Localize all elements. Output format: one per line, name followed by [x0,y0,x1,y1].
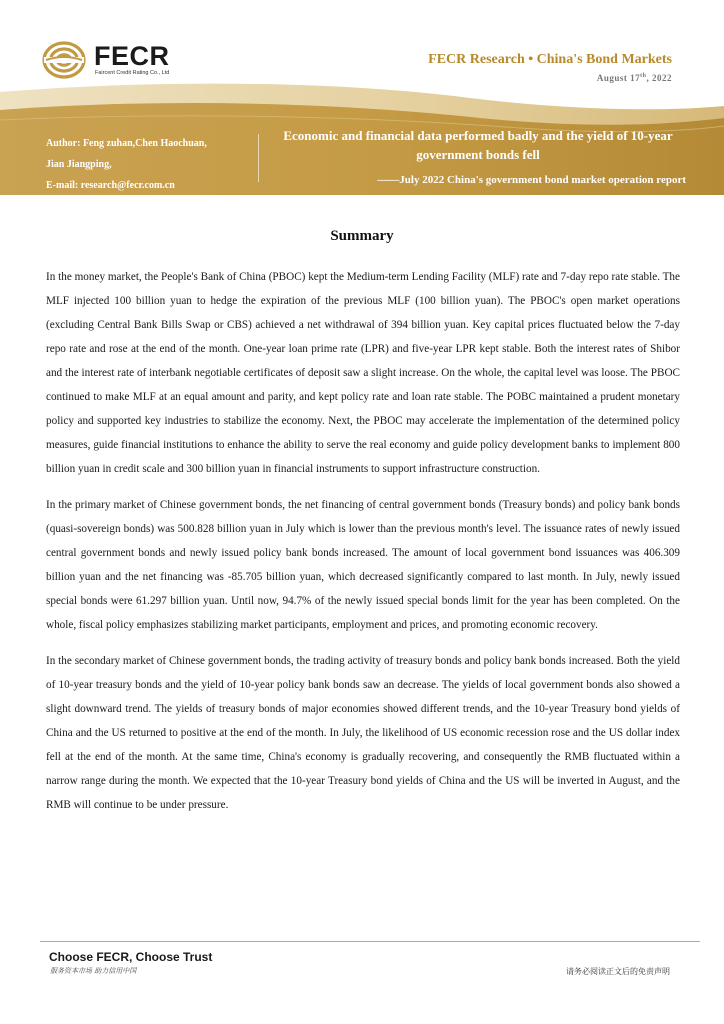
date-main: August 17 [596,73,641,83]
footer-slogan-cn: 服务资本市场 助力信用中国 [50,967,137,975]
author-line-1: Author: Feng zuhan,Chen Haochuan, [46,138,207,149]
summary-body [46,265,680,829]
author-block [46,133,256,196]
summary-paragraph-primary-market: In the primary market of Chinese government bonds, the net financing of central government bonds (Treasury bonds) and policy bank bonds (quasi-sovereign bonds) was 500.828 billion yuan in July which is lower than the previous month's level. The issuance rates of newly issued central government bonds and newly issued policy bank bonds increased. The amount of local government bond issuances was 406.309 billion yuan and the net financing was -85.705 billion yuan, which decreased significantly compared to last month. In July, newly issued special bonds were 61.297 billion yuan. Until now, 94.7% of the newly issued special bonds limit for the year has been completed. On the whole, fiscal policy emphasizes stabilizing market participants, employment and prices, and promoting economic recovery. [46,499,680,631]
date-suffix: th [640,73,647,79]
footer-disclaimer: 请务必阅读正文后的免责声明 [566,967,670,976]
logo-company-name: Faircent Credit Rating Co., Ltd [95,70,170,76]
summary-paragraph-money-market: In the money market, the People's Bank of China (PBOC) kept the Medium-term Lending Facility (MLF) rate and 7-day repo rate stable. The MLF injected 100 billion yuan to hedge the expiration of the previous MLF (100 billion yuan). The PBOC's open market operations (excluding Central Bank Bills Swap or CBS) achieved a net withdrawal of 394 billion yuan. Key capital prices fluctuated below the 7-day repo rate and rose at the end of the month. One-year loan prime rate (LPR) and five-year LPR kept stable. Both the interest rates of Shibor and the interest rate of interbank negotiable certificates of deposit saw a slight increase. On the whole, the capital level was loose. The PBOC continued to make MLF at an equal amount and parity, and kept policy rate and loan rate stable. The POBC maintained a prudent monetary policy and supported key industries to stabilize the economy. Next, the PBOC may accelerate the implementation of the determined policy measures, guide financial institutions to enhance the ability to serve the real economy and guide policy development banks to implement 800 billion yuan in credit scale and 300 billion yuan in financial instruments to support infrastructure construction. [46,271,680,475]
footer-slogan: Choose FECR, Choose Trust [49,950,213,964]
report-header [0,0,724,195]
fecr-logo [42,40,192,80]
report-subtitle: ——July 2022 China's government bond market operation report [377,174,686,186]
footer-divider [40,941,700,942]
report-title: Economic and financial data performed badly and the yield of 10-year government bonds fell [283,128,673,162]
header-divider [258,134,259,182]
report-series: FECR Research • China's Bond Markets [428,52,672,67]
fecr-logo-icon [42,40,90,80]
author-email: E-mail: research@fecr.com.cn [46,180,175,191]
author-line-2: Jian Jiangping, [46,159,112,170]
date-year: , 2022 [646,73,672,83]
logo-wordmark: FECR [94,41,170,71]
summary-heading: Summary [330,228,394,244]
summary-paragraph-secondary-market: In the secondary market of Chinese government bonds, the trading activity of treasury bonds and policy bank bonds increased. Both the yield of 10-year treasury bonds and the yield of 10-year policy bank bonds saw an decrease. The yields of local government bonds also showed a slight downward trend. The yields of treasury bonds of major economies showed different trends, and the 10-year Treasury bond yields of China and the US returned to positive at the end of the month. In July, the likelihood of US economic recession rose and the US dollar index fell at the end of the month. At the same time, China's economy is gradually recovering, and consequently the RMB fluctuated within a narrow range during the month. We expected that the 10-year Treasury bond yields of China and the US will be inverted in August, and the RMB will continue to be under pressure. [46,655,680,811]
